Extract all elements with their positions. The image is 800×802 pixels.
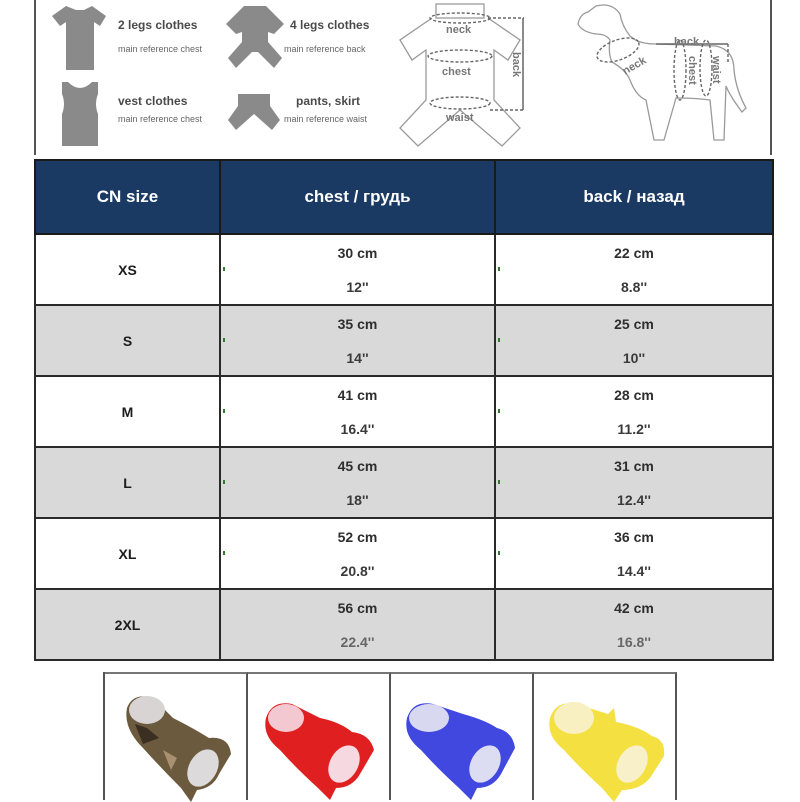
table-row [35,305,773,376]
table-header-row [35,160,773,234]
chest-inch: 14'' [346,349,369,366]
table-row [35,376,773,447]
waist-label: waist [710,56,722,84]
garment-subtitle: main reference waist [284,114,368,124]
back-inch: 12.4'' [617,491,651,508]
garment-vest [58,80,228,150]
back-inch: 16.8'' [617,633,651,650]
back-cm: 25 cm [614,315,654,332]
back-inch: 8.8'' [620,278,648,295]
tshirt-icon [48,4,108,72]
size-cell: 2XL [35,589,220,660]
back-label: back [510,52,522,78]
size-cell: XS [35,234,220,305]
chest-inch: 12'' [346,278,369,295]
back-cell [495,234,773,305]
back-cm: 28 cm [614,386,654,403]
header-chest: chest / грудь [220,160,495,234]
chest-label: chest [686,56,698,85]
yellow-raincoat-image [542,678,672,802]
size-cell: XL [35,518,220,589]
product-blue[interactable] [391,672,534,800]
garment-title: pants, skirt [296,94,361,108]
dog-outline-icon [556,0,756,150]
size-cell: M [35,376,220,447]
garment-4-legs [224,4,394,74]
table-row [35,234,773,305]
garment-2-legs [48,4,218,74]
chest-cell [220,518,495,589]
garment-subtitle: main reference back [284,44,366,54]
pants-icon [224,80,284,140]
garment-outline-icon [396,0,556,150]
blue-raincoat-image [399,678,529,802]
garment-subtitle: main reference chest [118,44,203,54]
dog-measurement-diagram [556,0,756,150]
back-inch: 11.2'' [617,420,651,437]
garment-measurement-diagram [396,0,556,150]
back-cell [495,305,773,376]
chest-inch: 22.4'' [340,633,375,650]
four-leg-suit-icon [224,4,286,72]
header-back: back / назад [495,160,773,234]
chest-cm: 30 cm [337,244,378,261]
red-raincoat-image [256,678,386,802]
camouflage-raincoat-image [113,678,243,802]
back-inch: 10'' [622,349,646,366]
table-row [35,589,773,660]
garment-pants [224,80,394,150]
table-row [35,447,773,518]
product-red[interactable] [248,672,391,800]
chest-cm: 41 cm [337,386,378,403]
clothing-type-guide [34,0,772,155]
product-color-options [103,672,677,800]
chest-cm: 52 cm [337,528,378,545]
back-cell [495,447,773,518]
size-cell: L [35,447,220,518]
chest-inch: 16.4'' [340,420,375,437]
back-cm: 36 cm [614,528,654,545]
garment-title: 2 legs clothes [118,18,198,32]
back-cm: 22 cm [614,244,654,261]
back-cell [495,376,773,447]
garment-subtitle: main reference chest [118,114,203,124]
back-inch: 14.4'' [617,562,651,579]
chest-inch: 18'' [346,491,369,508]
size-chart-table [34,159,774,661]
product-camouflage[interactable] [105,672,248,800]
vest-icon [58,80,102,148]
back-cell [495,589,773,660]
chest-cell [220,234,495,305]
product-yellow[interactable] [534,672,677,800]
chest-cell [220,447,495,518]
back-cm: 42 cm [614,599,654,616]
neck-label: neck [620,54,649,78]
garment-title: vest clothes [118,94,188,108]
back-label: back [674,36,700,48]
chest-cell [220,376,495,447]
chest-cm: 35 cm [337,315,378,332]
chest-cell [220,305,495,376]
neck-label: neck [446,24,472,36]
back-cm: 31 cm [614,457,654,474]
header-cn-size: CN size [35,160,220,234]
chest-cm: 45 cm [337,457,378,474]
chest-cell [220,589,495,660]
chest-inch: 20.8'' [340,562,375,579]
waist-label: waist [446,112,474,124]
chest-label: chest [442,66,471,78]
garment-title: 4 legs clothes [290,18,370,32]
back-cell [495,518,773,589]
chest-cm: 56 cm [337,599,378,616]
table-row [35,518,773,589]
size-cell: S [35,305,220,376]
